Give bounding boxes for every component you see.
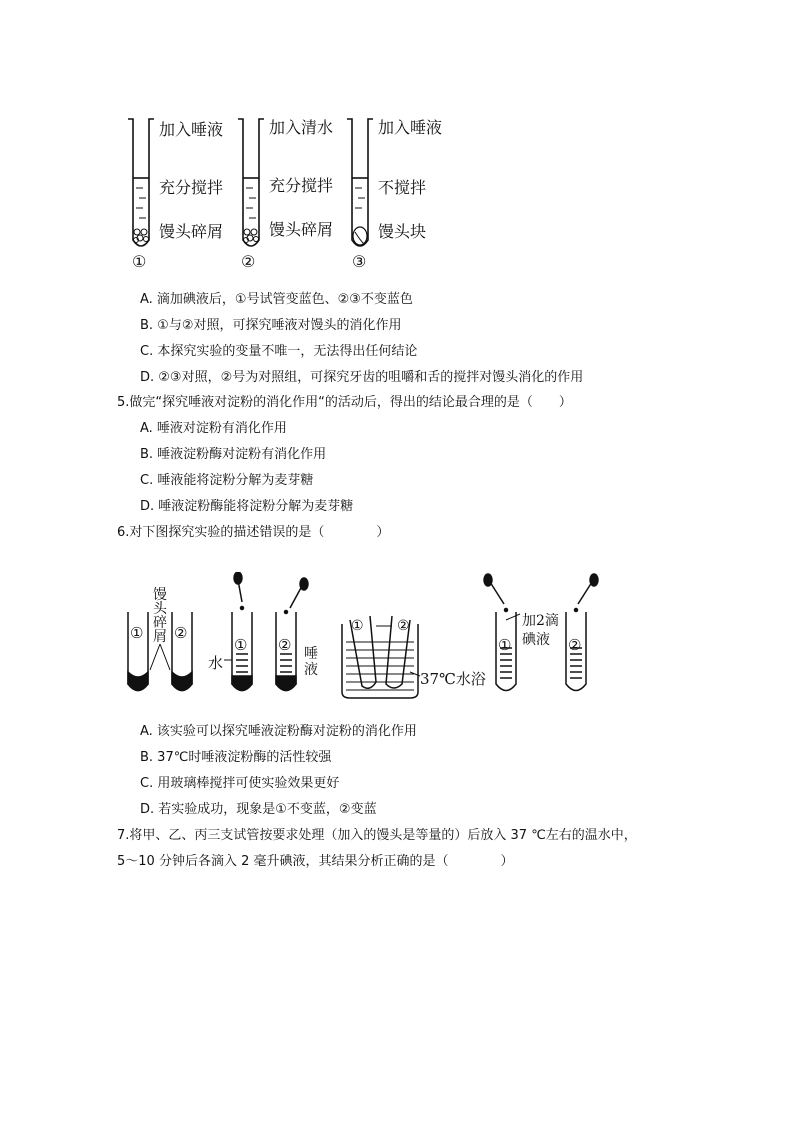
q6-option-b: B. 37℃时唾液淀粉酶的活性较强 [140,750,332,765]
label-water-bath: 37℃水浴 [420,670,486,688]
tube-1-number: ① [132,252,147,271]
q7-stem-line-1: 7.将甲、乙、丙三支试管按要求处理（加入的馒头是等量的）后放入 37 ℃左右的温水中， [117,828,637,843]
step3-tube-2-num: ② [397,618,410,634]
tube-3-number: ③ [352,252,367,271]
tube-3-bottom-label: 馒头块 [378,222,427,241]
figure-2-experiment [0,572,794,722]
q5-option-d: D. 唾液淀粉酶能将淀粉分解为麦芽糖 [140,499,354,514]
label-water: 水 [208,654,224,672]
q4-option-b: B. ①与②对照，可探究唾液对馒头的消化作用 [140,318,402,333]
test-tube-2 [238,119,264,246]
tube-2-mid-label: 充分搅拌 [269,176,334,195]
q5-option-c: C. 唾液能将淀粉分解为麦芽糖 [140,473,314,488]
q6-stem: 6.对下图探究实验的描述错误的是（ ） [117,525,390,540]
step1-tube-1-num: ① [130,624,144,642]
test-tube-3 [347,119,373,246]
label-bread-crumbs: 馒头碎屑 [153,587,167,645]
label-saliva: 唾液 [304,646,318,678]
test-tube-1 [128,119,154,246]
q6-option-a: A. 该实验可以探究唾液淀粉酶对淀粉的消化作用 [140,724,417,739]
step2-tubes [224,572,308,691]
tube-1-top-label: 加入唾液 [159,120,224,139]
q4-option-d: D. ②③对照，②号为对照组，可探究牙齿的咀嚼和舌的搅拌对馒头消化的作用 [140,370,584,385]
tube-2-top-label: 加入清水 [269,118,334,137]
q4-option-a: A. 滴加碘液后，①号试管变蓝色、②③不变蓝色 [140,292,413,307]
step3-tube-1-num: ① [351,618,364,634]
q5-option-a: A. 唾液对淀粉有消化作用 [140,421,287,436]
q7-stem-line-2: 5～10 分钟后各滴入 2 毫升碘液，其结果分析正确的是（ ） [117,854,514,869]
step2-tube-1-num: ① [234,636,248,654]
step4-tube-1-num: ① [498,636,512,654]
q5-option-b: B. 唾液淀粉酶对淀粉有消化作用 [140,447,327,462]
q4-option-c: C. 本探究实验的变量不唯一，无法得出任何结论 [140,344,418,359]
tube-2-bottom-label: 馒头碎屑 [269,220,334,239]
q6-option-d: D. 若实验成功，现象是①不变蓝，②变蓝 [140,802,377,817]
q5-stem: 5.做完“探究唾液对淀粉的消化作用“的活动后，得出的结论最合理的是（ ） [117,395,572,410]
step1-tube-2-num: ② [174,624,188,642]
tube-1-bottom-label: 馒头碎屑 [159,222,224,241]
tube-2-number: ② [241,252,256,271]
label-iodine: 加2滴碘液 [522,613,559,648]
step2-tube-2-num: ② [278,636,292,654]
step4-tube-2-num: ② [568,636,582,654]
tube-3-mid-label: 不搅拌 [378,178,427,197]
tube-1-mid-label: 充分搅拌 [159,178,224,197]
q6-option-c: C. 用玻璃棒搅拌可使实验效果更好 [140,776,340,791]
tube-3-top-label: 加入唾液 [378,118,443,137]
